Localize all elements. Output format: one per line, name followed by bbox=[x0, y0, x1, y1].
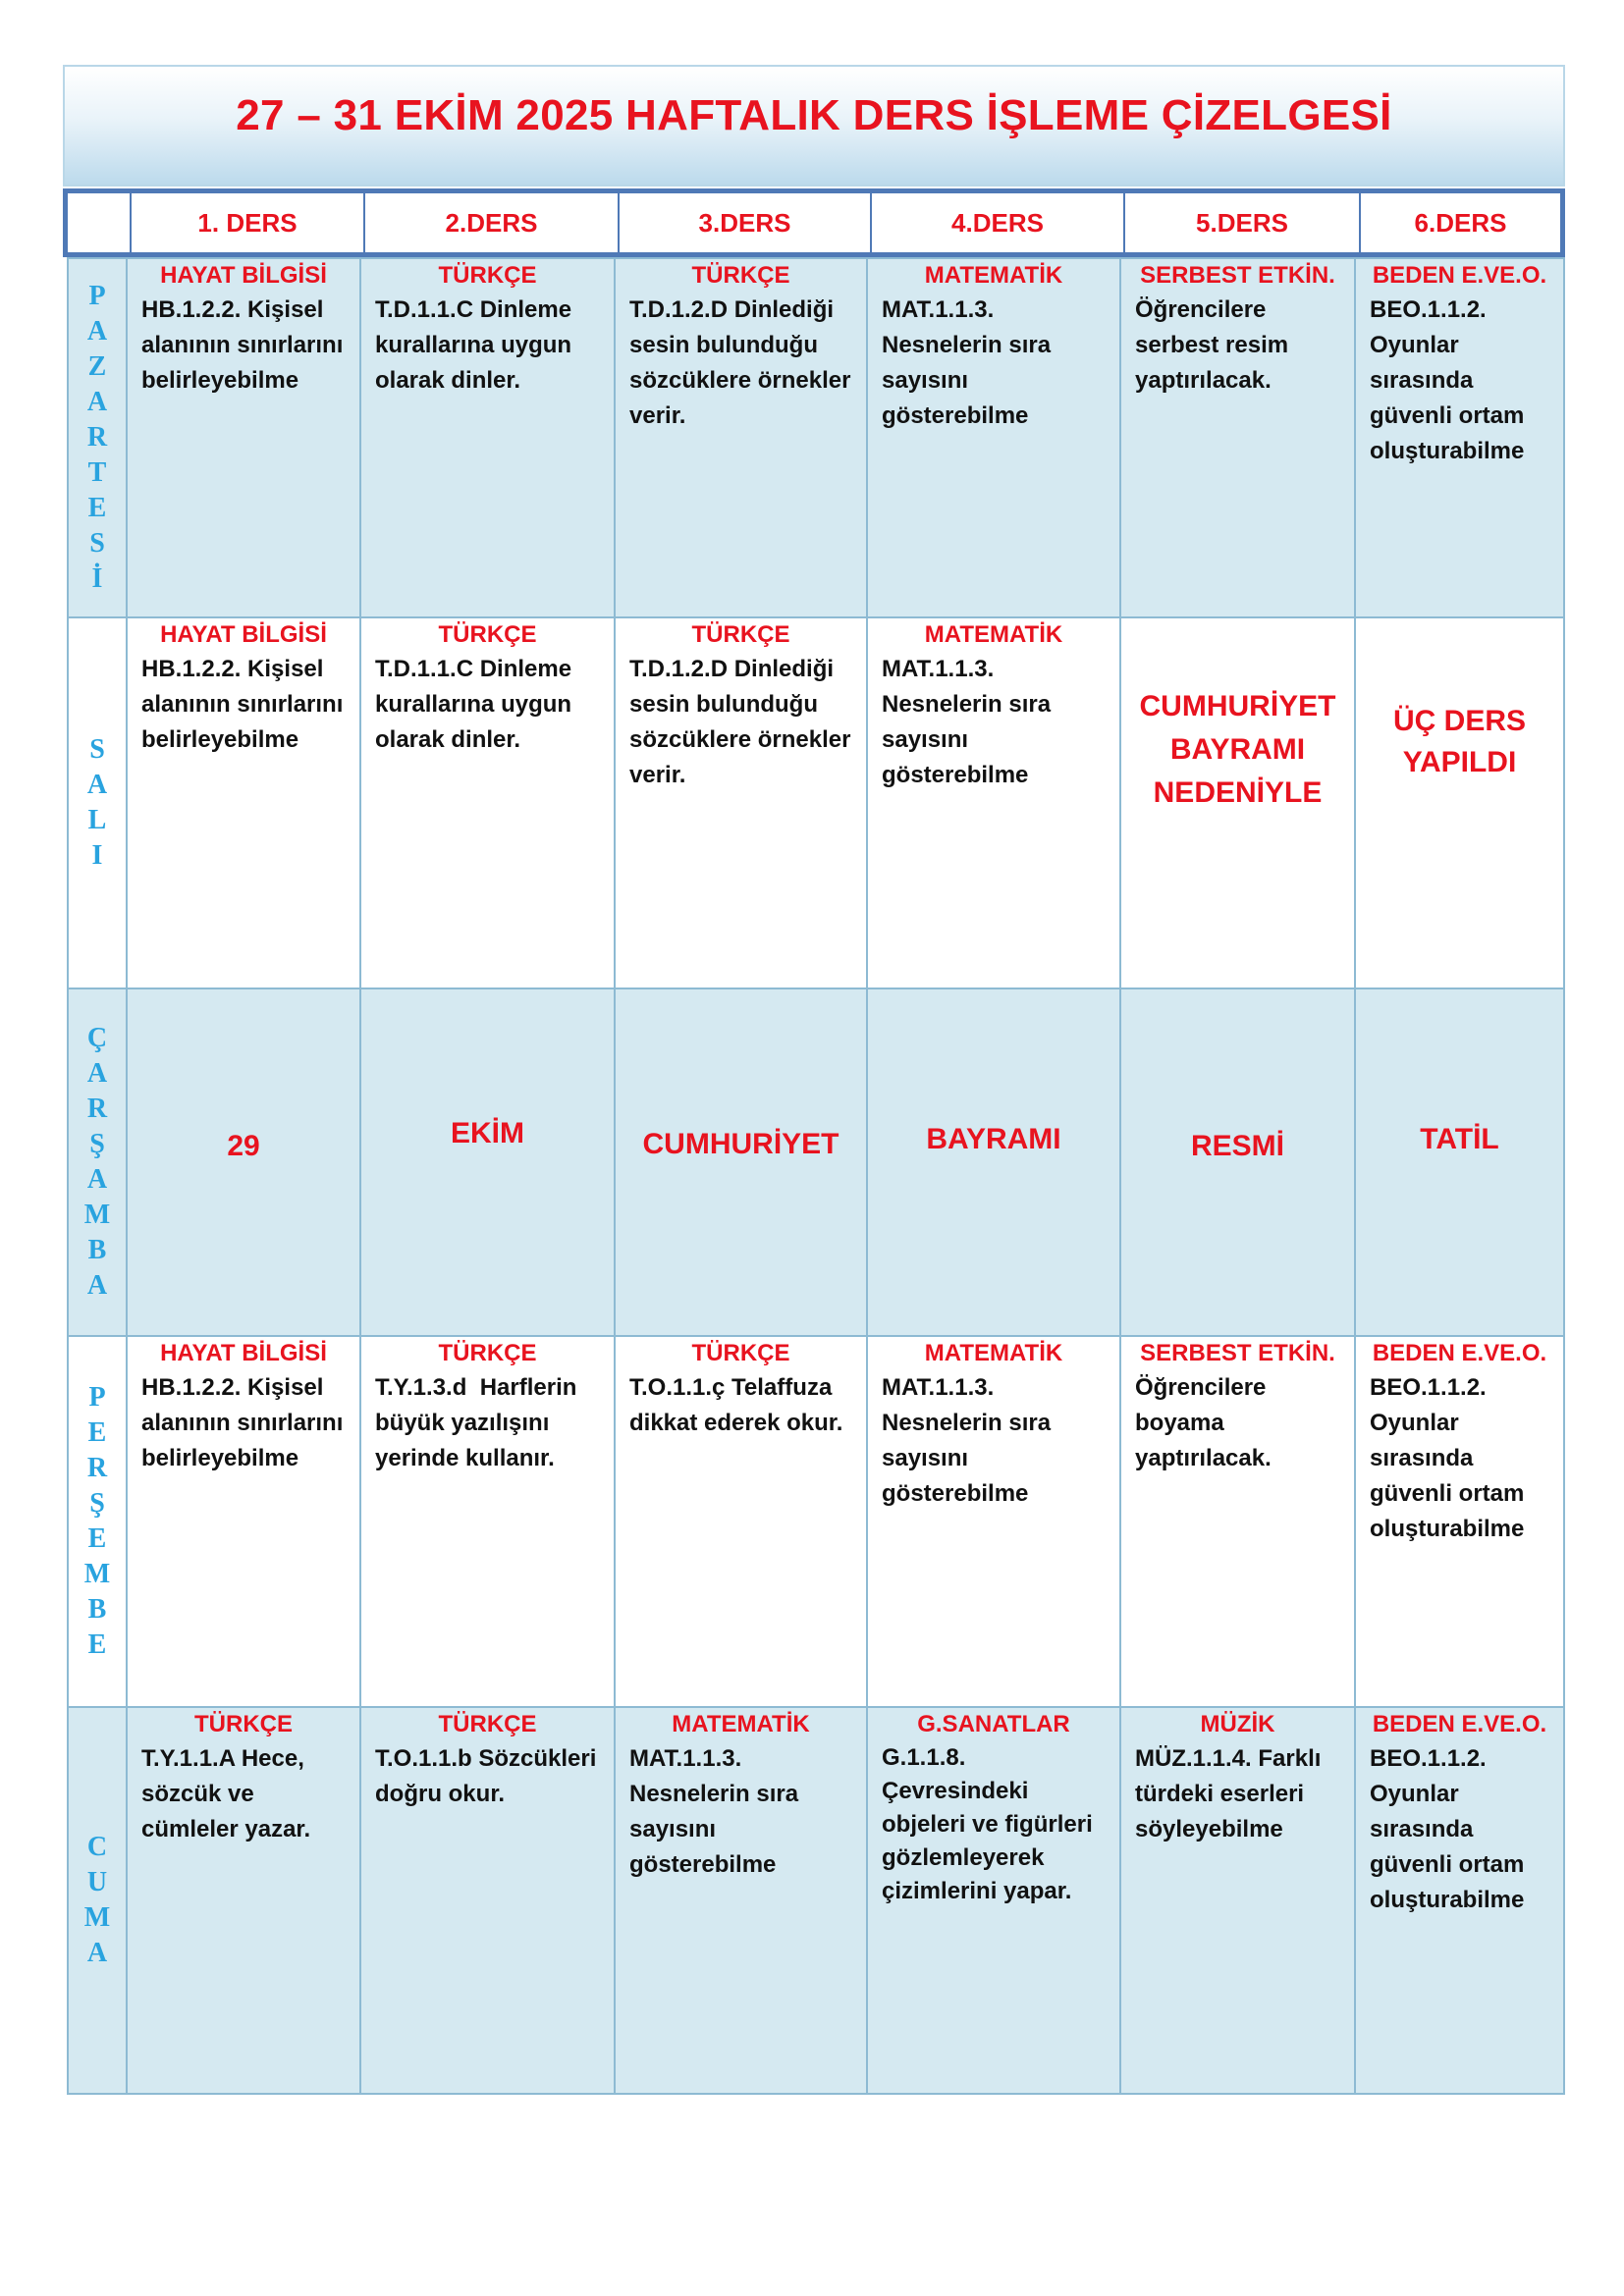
lesson-cell bbox=[359, 1706, 616, 2095]
lesson-description: T.D.1.2.D Dinlediği sesin bulunduğu sözcüklere örnekler verir. bbox=[629, 296, 851, 429]
lesson-description: T.D.1.2.D Dinlediği sesin bulunduğu sözcüklere örnekler verir. bbox=[629, 656, 851, 788]
lesson-description: T.D.1.1.C Dinleme kurallarına uygun olarak dinler. bbox=[375, 656, 572, 753]
lesson-description: BEO.1.1.2. Oyunlar sırasında güvenli ortam oluşturabilme bbox=[1370, 1374, 1525, 1542]
lesson-description: MAT.1.1.3. Nesnelerin sıra sayısını gösterebilme bbox=[882, 296, 1052, 429]
lesson-cell bbox=[359, 257, 616, 618]
subject-label: BEDEN E.VE.O. bbox=[1372, 262, 1547, 289]
subject-label: SERBEST ETKİN. bbox=[1140, 262, 1335, 289]
holiday-text: CUMHURİYET bbox=[642, 1128, 839, 1160]
day-label-carsamba: Ç A R Ş A M B A bbox=[67, 988, 128, 1337]
lesson-description: T.Y.1.3.d Harflerin büyük yazılışını yerinde kullanır. bbox=[375, 1374, 584, 1471]
lesson-description: T.O.1.1.b Sözcükleri doğru okur. bbox=[375, 1745, 597, 1807]
lesson-description: Öğrencilere boyama yaptırılacak. bbox=[1135, 1374, 1272, 1471]
holiday-cell bbox=[1354, 988, 1565, 1337]
subject-label: TÜRKÇE bbox=[438, 1711, 537, 1737]
subject-label: MATEMATİK bbox=[924, 1340, 1063, 1366]
row-cuma bbox=[67, 1706, 1565, 2095]
lesson-cell bbox=[1354, 1706, 1565, 2095]
row-pazartesi bbox=[67, 257, 1565, 618]
lesson-cell bbox=[126, 1706, 361, 2095]
holiday-text: EKİM bbox=[451, 1117, 524, 1149]
holiday-note-cell bbox=[1119, 616, 1356, 989]
subject-label: MATEMATİK bbox=[672, 1711, 810, 1737]
subject-label: TÜRKÇE bbox=[691, 262, 790, 289]
holiday-cell bbox=[866, 988, 1121, 1337]
subject-label: HAYAT BİLGİSİ bbox=[160, 262, 327, 289]
holiday-text: TATİL bbox=[1420, 1123, 1499, 1155]
lesson-description: T.D.1.1.C Dinleme kurallarına uygun olarak dinler. bbox=[375, 296, 572, 394]
lesson-cell bbox=[614, 1706, 868, 2095]
lesson-description: BEO.1.1.2. Oyunlar sırasında güvenli ortam oluşturabilme bbox=[1370, 296, 1525, 464]
lesson-description: T.O.1.1.ç Telaffuza dikkat ederek okur. bbox=[629, 1374, 843, 1436]
subject-label: TÜRKÇE bbox=[438, 621, 537, 648]
holiday-text: 29 bbox=[227, 1130, 260, 1162]
lesson-description: Öğrencilere serbest resim yaptırılacak. bbox=[1135, 296, 1289, 394]
subject-label: TÜRKÇE bbox=[438, 1340, 537, 1366]
lesson-description: MAT.1.1.3. Nesnelerin sıra sayısını gösterebilme bbox=[882, 1374, 1052, 1507]
lesson-cell bbox=[1354, 1335, 1565, 1708]
holiday-note-cell bbox=[1354, 616, 1565, 989]
subject-label: MATEMATİK bbox=[924, 621, 1063, 648]
lesson-cell bbox=[1354, 257, 1565, 618]
lesson-description: MÜZ.1.1.4. Farklı türdeki eserleri söyleyebilme bbox=[1135, 1745, 1322, 1842]
lesson-cell bbox=[359, 616, 616, 989]
lesson-cell bbox=[359, 1335, 616, 1708]
subject-label: HAYAT BİLGİSİ bbox=[160, 1340, 327, 1366]
subject-label: TÜRKÇE bbox=[438, 262, 537, 289]
subject-label: TÜRKÇE bbox=[194, 1711, 293, 1737]
lesson-description: HB.1.2.2. Kişisel alanının sınırlarını belirleyebilme bbox=[141, 656, 344, 753]
header-row bbox=[63, 188, 1565, 257]
lesson-cell bbox=[866, 257, 1121, 618]
day-label-sali: S A L I bbox=[67, 616, 128, 989]
holiday-text: BAYRAMI bbox=[926, 1123, 1061, 1155]
page-title: 27 – 31 EKİM 2025 HAFTALIK DERS İŞLEME ÇİZELGESİ bbox=[236, 91, 1392, 139]
header-ders-2: 2.DERS bbox=[363, 193, 618, 252]
subject-label: SERBEST ETKİN. bbox=[1140, 1340, 1335, 1366]
holiday-note: ÜÇ DERS YAPILDI bbox=[1392, 705, 1526, 778]
lesson-cell bbox=[614, 257, 868, 618]
lesson-description: T.Y.1.1.A Hece, sözcük ve cümleler yazar. bbox=[141, 1745, 311, 1842]
subject-label: TÜRKÇE bbox=[691, 1340, 790, 1366]
lesson-cell bbox=[1119, 257, 1356, 618]
header-ders-6: 6.DERS bbox=[1359, 193, 1560, 252]
subject-label: MÜZİK bbox=[1200, 1711, 1275, 1737]
header-blank bbox=[68, 193, 130, 252]
subject-label: MATEMATİK bbox=[924, 262, 1063, 289]
lesson-description: G.1.1.8. Çevresindeki objeleri ve figürleri gözlemleyerek çizimlerini yapar. bbox=[882, 1744, 1093, 1904]
day-label-persembe: P E R Ş E M B E bbox=[67, 1335, 128, 1708]
lesson-cell bbox=[126, 1335, 361, 1708]
header-ders-5: 5.DERS bbox=[1123, 193, 1359, 252]
subject-label: BEDEN E.VE.O. bbox=[1372, 1711, 1547, 1737]
row-sali bbox=[67, 616, 1565, 989]
lesson-description: MAT.1.1.3. Nesnelerin sıra sayısını gösterebilme bbox=[882, 656, 1052, 788]
subject-label: HAYAT BİLGİSİ bbox=[160, 621, 327, 648]
holiday-cell bbox=[126, 988, 361, 1337]
title-banner bbox=[63, 65, 1565, 187]
row-persembe bbox=[67, 1335, 1565, 1708]
lesson-cell bbox=[1119, 1706, 1356, 2095]
lesson-cell bbox=[1119, 1335, 1356, 1708]
header-ders-3: 3.DERS bbox=[618, 193, 870, 252]
holiday-note: CUMHURİYET BAYRAMI NEDENİYLE bbox=[1139, 690, 1336, 809]
holiday-cell bbox=[1119, 988, 1356, 1337]
lesson-cell bbox=[866, 1335, 1121, 1708]
lesson-cell bbox=[614, 616, 868, 989]
holiday-cell bbox=[359, 988, 616, 1337]
subject-label: G.SANATLAR bbox=[917, 1711, 1070, 1737]
lesson-description: MAT.1.1.3. Nesnelerin sıra sayısını gösterebilme bbox=[629, 1745, 799, 1878]
lesson-cell bbox=[866, 616, 1121, 989]
lesson-description: HB.1.2.2. Kişisel alanının sınırlarını belirleyebilme bbox=[141, 1374, 344, 1471]
day-label-pazartesi: P A Z A R T E S İ bbox=[67, 257, 128, 618]
subject-label: TÜRKÇE bbox=[691, 621, 790, 648]
lesson-cell bbox=[126, 616, 361, 989]
lesson-description: BEO.1.1.2. Oyunlar sırasında güvenli ortam oluşturabilme bbox=[1370, 1745, 1525, 1913]
lesson-cell bbox=[866, 1706, 1121, 2095]
lesson-cell bbox=[126, 257, 361, 618]
row-carsamba bbox=[67, 988, 1565, 1337]
lesson-description: HB.1.2.2. Kişisel alanının sınırlarını belirleyebilme bbox=[141, 296, 344, 394]
header-ders-4: 4.DERS bbox=[870, 193, 1123, 252]
subject-label: BEDEN E.VE.O. bbox=[1372, 1340, 1547, 1366]
holiday-text: RESMİ bbox=[1190, 1130, 1284, 1162]
lesson-cell bbox=[614, 1335, 868, 1708]
day-label-cuma: C U M A bbox=[67, 1706, 128, 2095]
holiday-cell bbox=[614, 988, 868, 1337]
header-ders-1: 1. DERS bbox=[130, 193, 363, 252]
